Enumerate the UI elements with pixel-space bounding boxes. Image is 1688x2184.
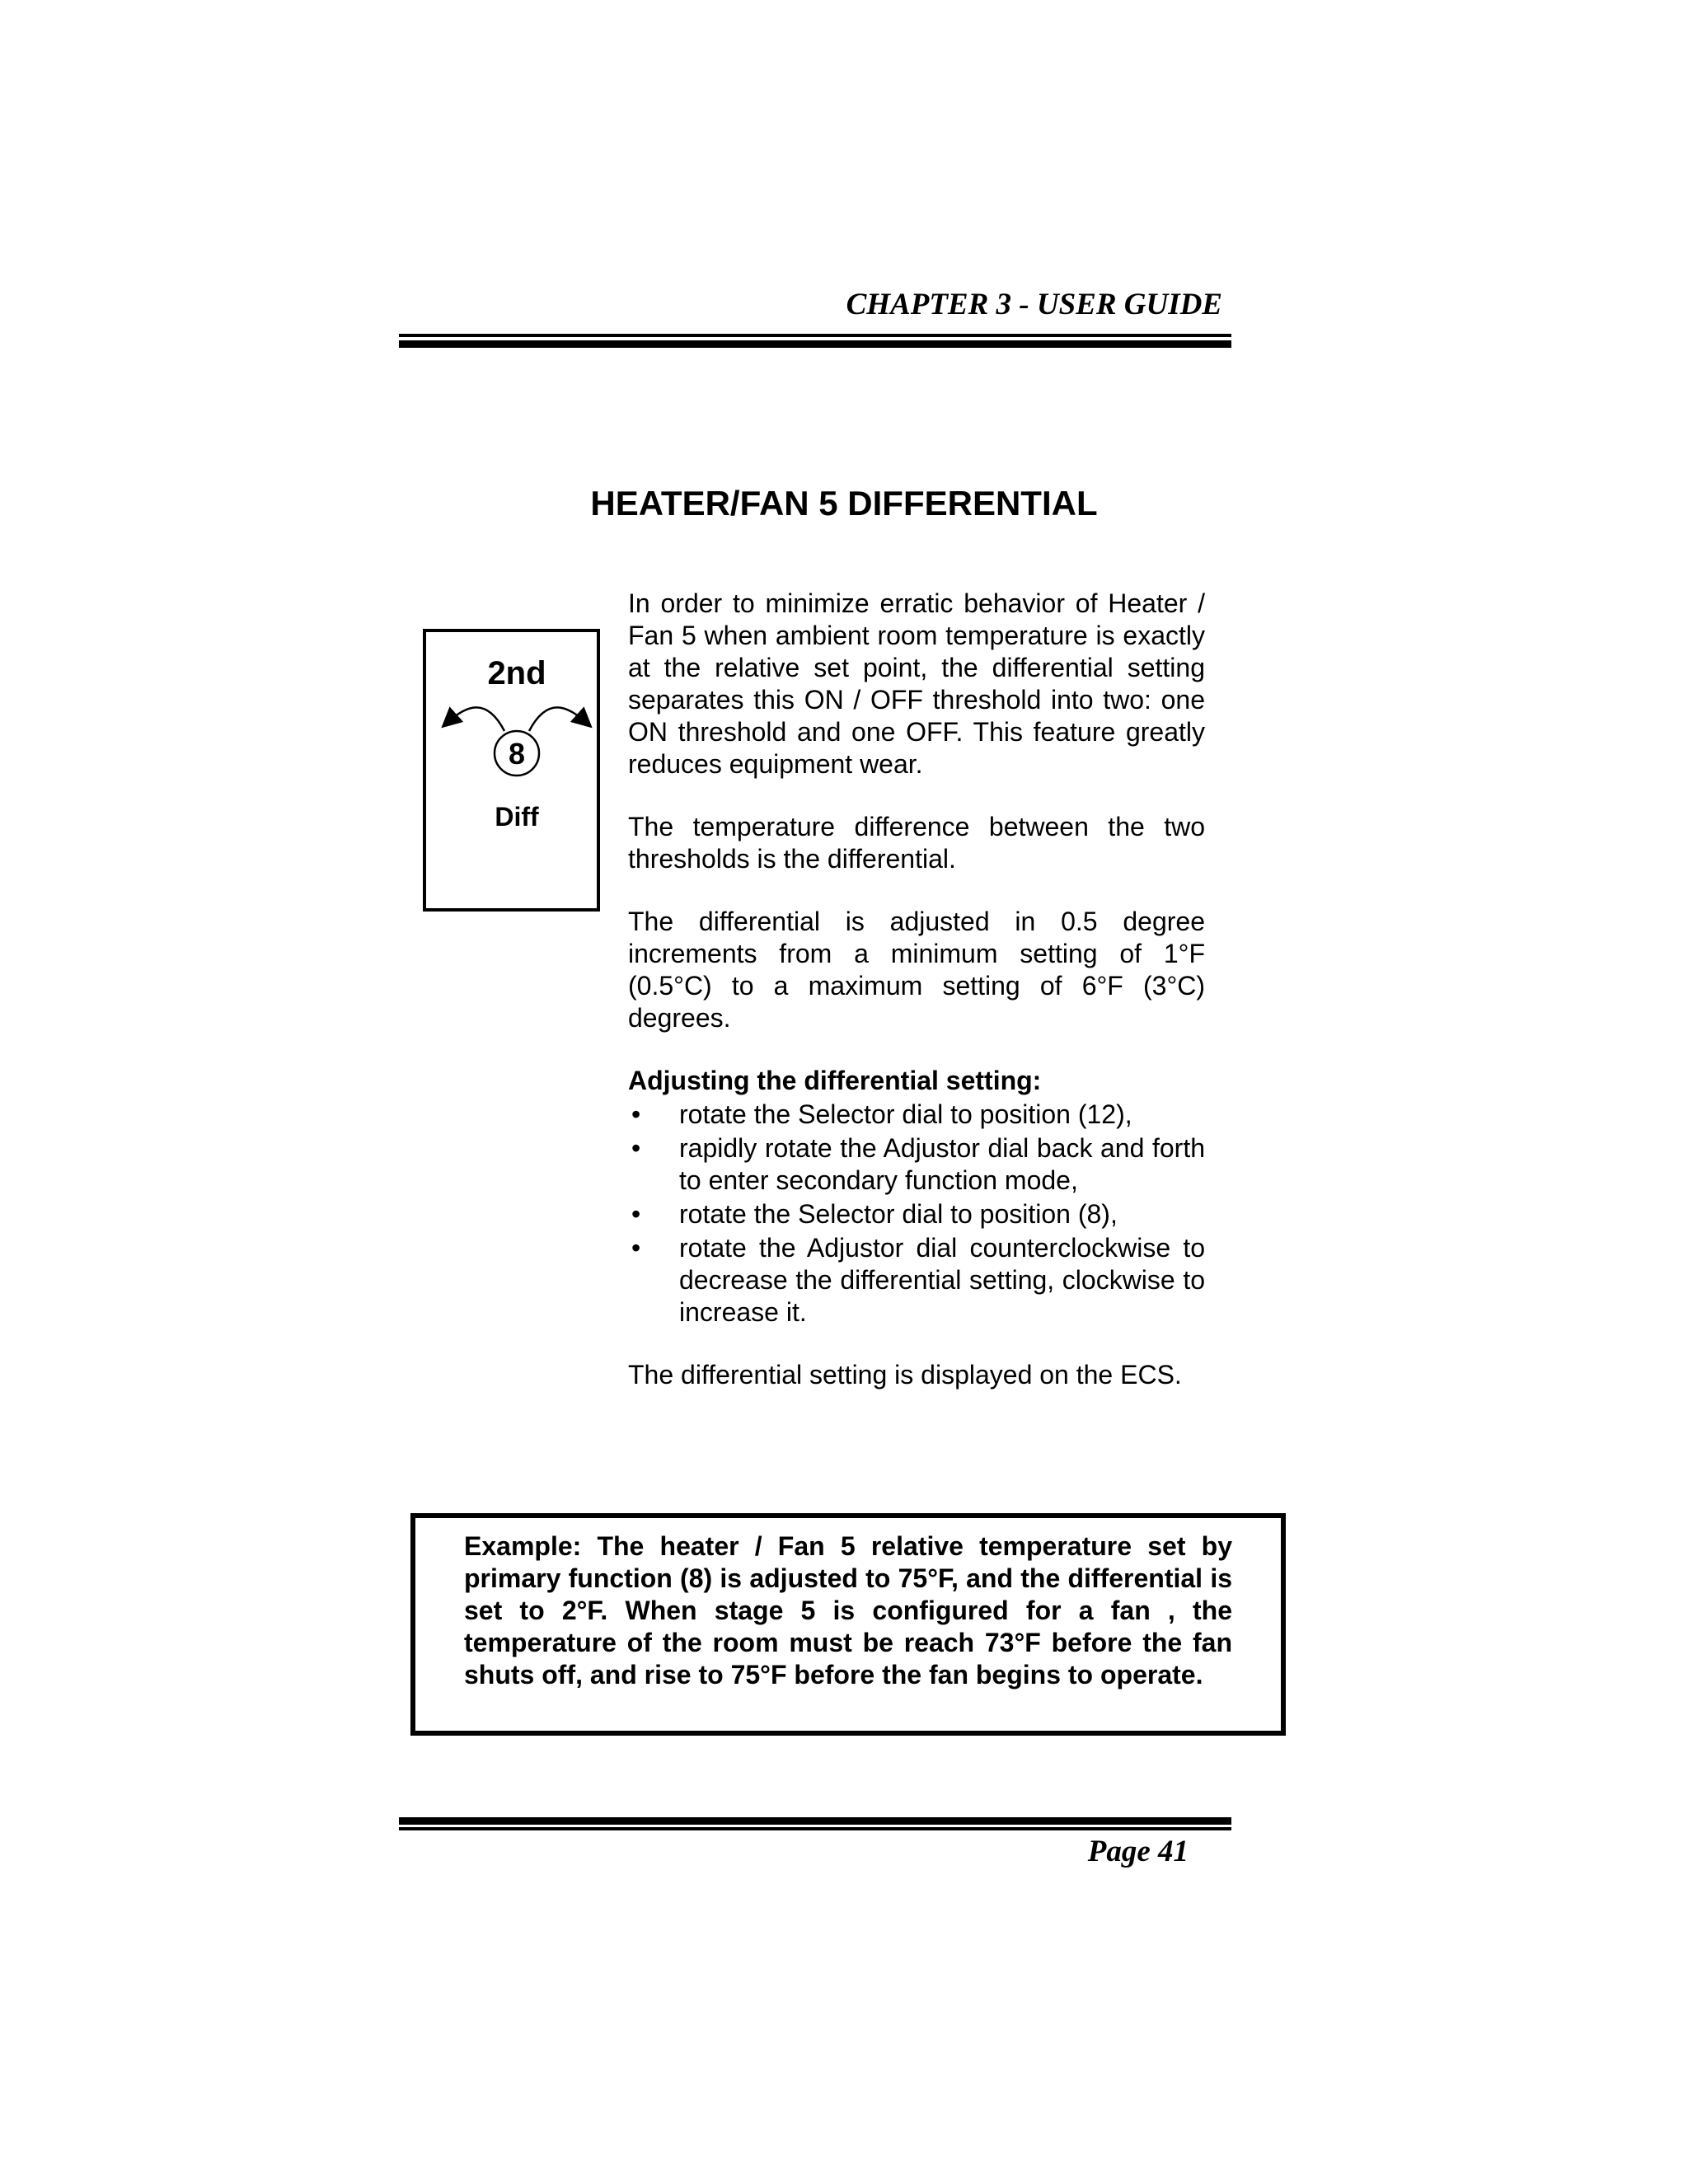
header-rule-thin [399, 334, 1231, 337]
rotate-arrow-icon [529, 707, 589, 731]
dial-diagram [423, 629, 600, 912]
page-number: Page 41 [1087, 1835, 1189, 1868]
bullet: • [631, 1099, 641, 1129]
chapter-header: CHAPTER 3 - USER GUIDE [846, 288, 1222, 321]
step-text: rotate the Adjustor dial counterclockwise to decrease the differential setting, clockwise to increase it. [679, 1233, 1205, 1327]
paragraph: The differential is adjusted in 0.5 degree increments from a minimum setting of 1°F (0.5°C) to a maximum setting of 6°F (3°C) degrees. [628, 907, 1205, 1033]
example-box [410, 1513, 1286, 1736]
rotate-arrow-icon [444, 707, 504, 731]
header-rule-thick [399, 340, 1231, 348]
dial-mode-label: 2nd [487, 655, 546, 691]
bullet: • [631, 1133, 641, 1163]
footer-rule-thick [399, 1817, 1231, 1825]
bullet: • [631, 1199, 641, 1229]
step-text: rapidly rotate the Adjustor dial back and forth to enter secondary function mode, [679, 1133, 1205, 1195]
step-text: rotate the Selector dial to position (8), [679, 1199, 1118, 1229]
dial-function-label: Diff [495, 802, 539, 832]
paragraph: The temperature difference between the two thresholds is the differential. [628, 812, 1205, 874]
adjusting-heading: Adjusting the differential setting: [628, 1066, 1042, 1095]
footer-rule-thin [399, 1827, 1231, 1830]
selector-dial-icon [426, 632, 603, 915]
example-text: Example: The heater / Fan 5 relative temperature set by primary function (8) is adjusted to 75°F, and the differential is set to 2°F. When stage 5 is configured for a fan , the temperature of the room must be reach 73°F before the fan shuts off, and rise to 75°F before the fan begins to operate. [464, 1531, 1232, 1690]
step-text: rotate the Selector dial to position (12), [679, 1099, 1132, 1129]
list-item [628, 1132, 1205, 1197]
paragraph: In order to minimize erratic behavior of Heater / Fan 5 when ambient room temperature is exactly at the relative set point, the differential setting separates this ON / OFF threshold into two: one ON threshold and one OFF. This feature greatly reduces equipment wear. [628, 588, 1205, 779]
page-title: HEATER/FAN 5 DIFFERENTIAL [590, 484, 1098, 523]
closing-paragraph: The differential setting is displayed on the ECS. [628, 1360, 1182, 1390]
dial-position-number: 8 [508, 737, 526, 771]
list-item [628, 1198, 1205, 1230]
body-text [628, 588, 1205, 1422]
adjusting-steps [628, 1099, 1205, 1329]
list-item [628, 1099, 1205, 1131]
list-item [628, 1232, 1205, 1329]
bullet: • [631, 1233, 641, 1263]
